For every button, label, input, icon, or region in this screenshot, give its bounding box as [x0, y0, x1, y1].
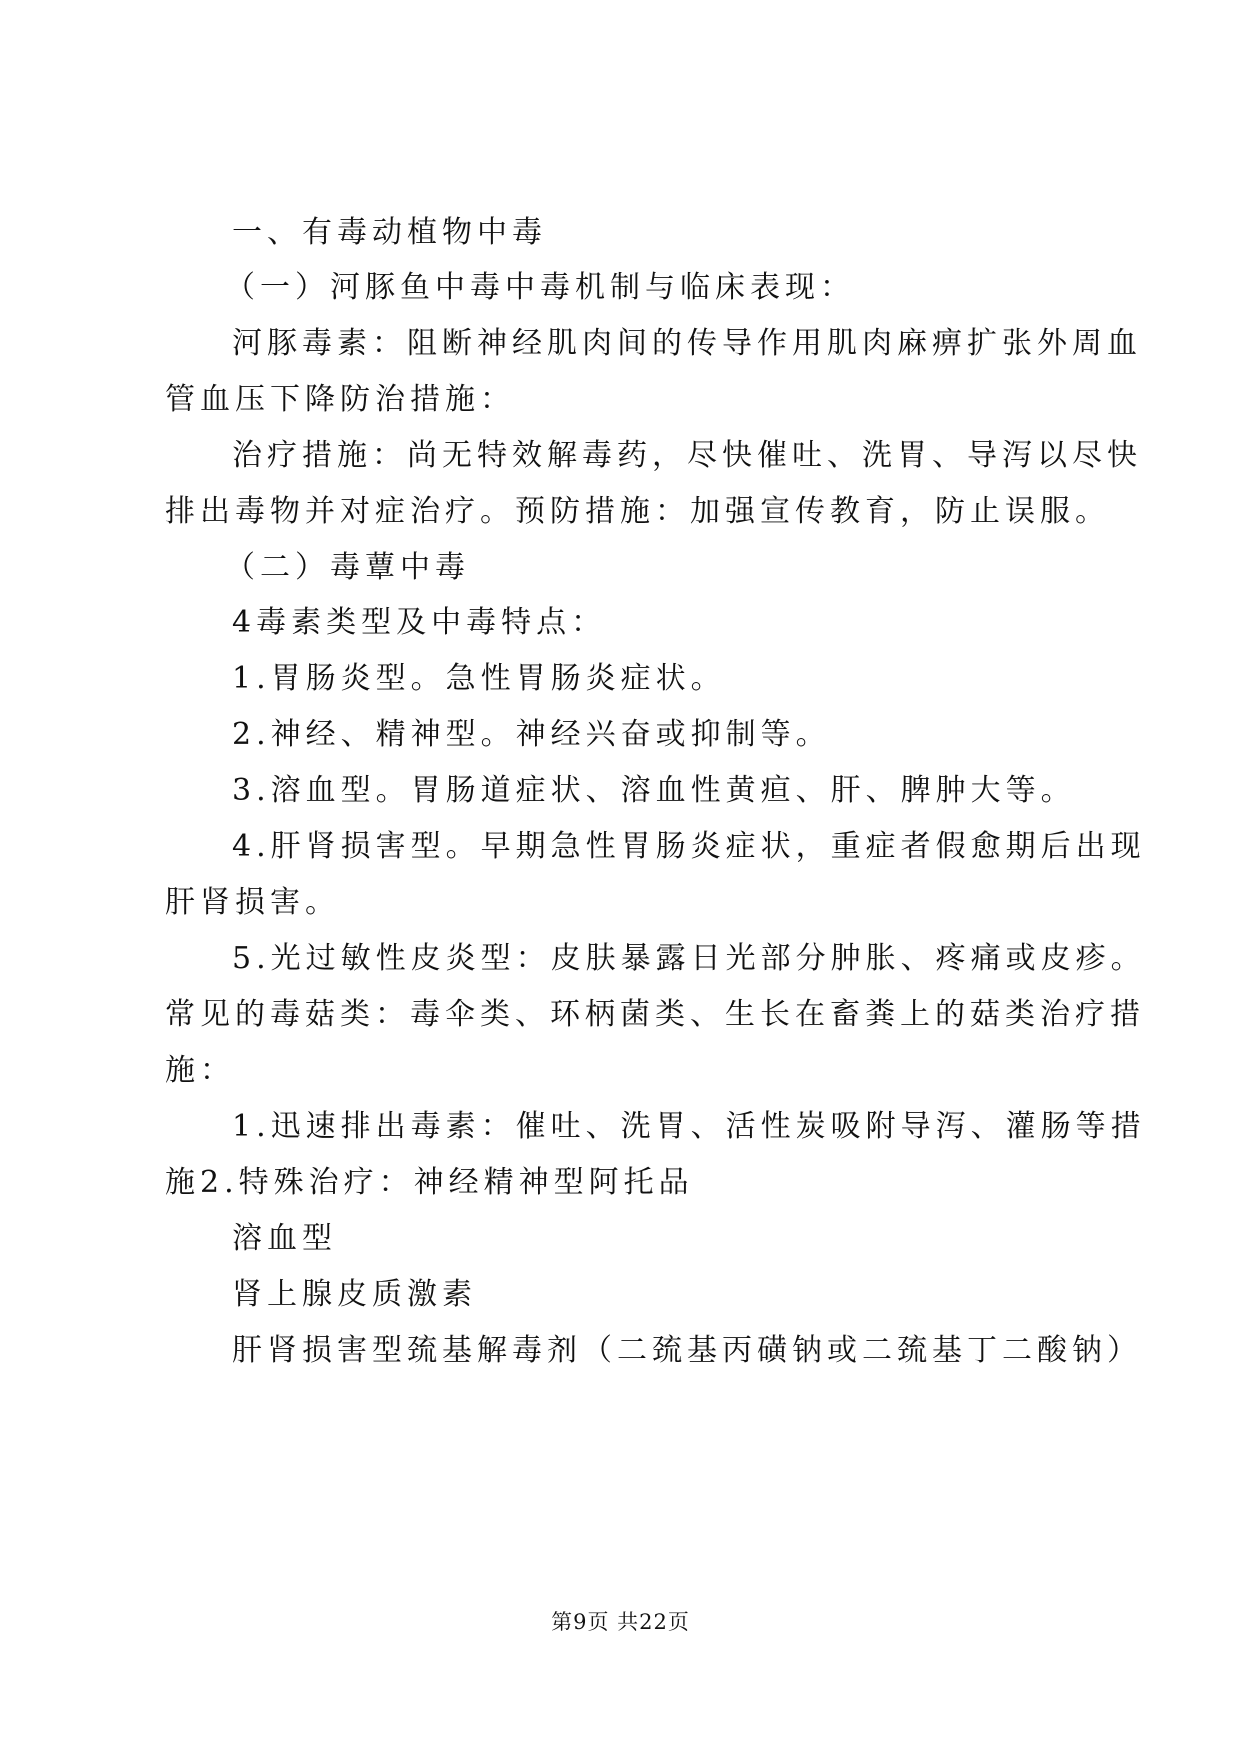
paragraph-line: 排出毒物并对症治疗。预防措施：加强宣传教育，防止误服。 — [165, 494, 1110, 529]
paragraph-line: 管血压下降防治措施： — [165, 382, 515, 417]
list-item: 3.溶血型。胃肠道症状、溶血性黄疸、肝、脾肿大等。 — [232, 773, 1076, 808]
paragraph-line: 治疗措施：尚无特效解毒药，尽快催吐、洗胃、导泻以尽快 — [232, 438, 1142, 473]
paragraph-line: 常见的毒菇类：毒伞类、环柄菌类、生长在畜粪上的菇类治疗措 — [165, 997, 1145, 1032]
list-item: 5.光过敏性皮炎型：皮肤暴露日光部分肿胀、疼痛或皮疹。 — [232, 941, 1146, 976]
list-item-continuation: 肝肾损害。 — [165, 885, 340, 920]
list-item: 2.神经、精神型。神经兴奋或抑制等。 — [232, 717, 831, 752]
paragraph-line: 肾上腺皮质激素 — [232, 1277, 477, 1312]
paragraph-line: 施： — [165, 1053, 235, 1088]
paragraph-line: 河豚毒素：阻断神经肌肉间的传导作用肌肉麻痹扩张外周血 — [232, 326, 1142, 361]
paragraph-line: 溶血型 — [232, 1221, 337, 1256]
subsection-heading: （二）毒蕈中毒 — [225, 550, 470, 585]
section-heading: 一、有毒动植物中毒 — [232, 215, 547, 250]
subsection-heading: （一）河豚鱼中毒中毒机制与临床表现： — [225, 270, 855, 305]
paragraph-line: 4毒素类型及中毒特点： — [232, 605, 607, 640]
page-number: 第9页 共22页 — [551, 1610, 690, 1634]
list-item-continuation: 施2.特殊治疗：神经精神型阿托品 — [165, 1165, 694, 1200]
list-item: 1.迅速排出毒素：催吐、洗胃、活性炭吸附导泻、灌肠等措 — [232, 1109, 1146, 1144]
list-item: 4.肝肾损害型。早期急性胃肠炎症状，重症者假愈期后出现 — [232, 829, 1146, 864]
list-item: 1.胃肠炎型。急性胃肠炎症状。 — [232, 661, 726, 696]
paragraph-line: 肝肾损害型巯基解毒剂（二巯基丙磺钠或二巯基丁二酸钠） — [232, 1333, 1142, 1368]
